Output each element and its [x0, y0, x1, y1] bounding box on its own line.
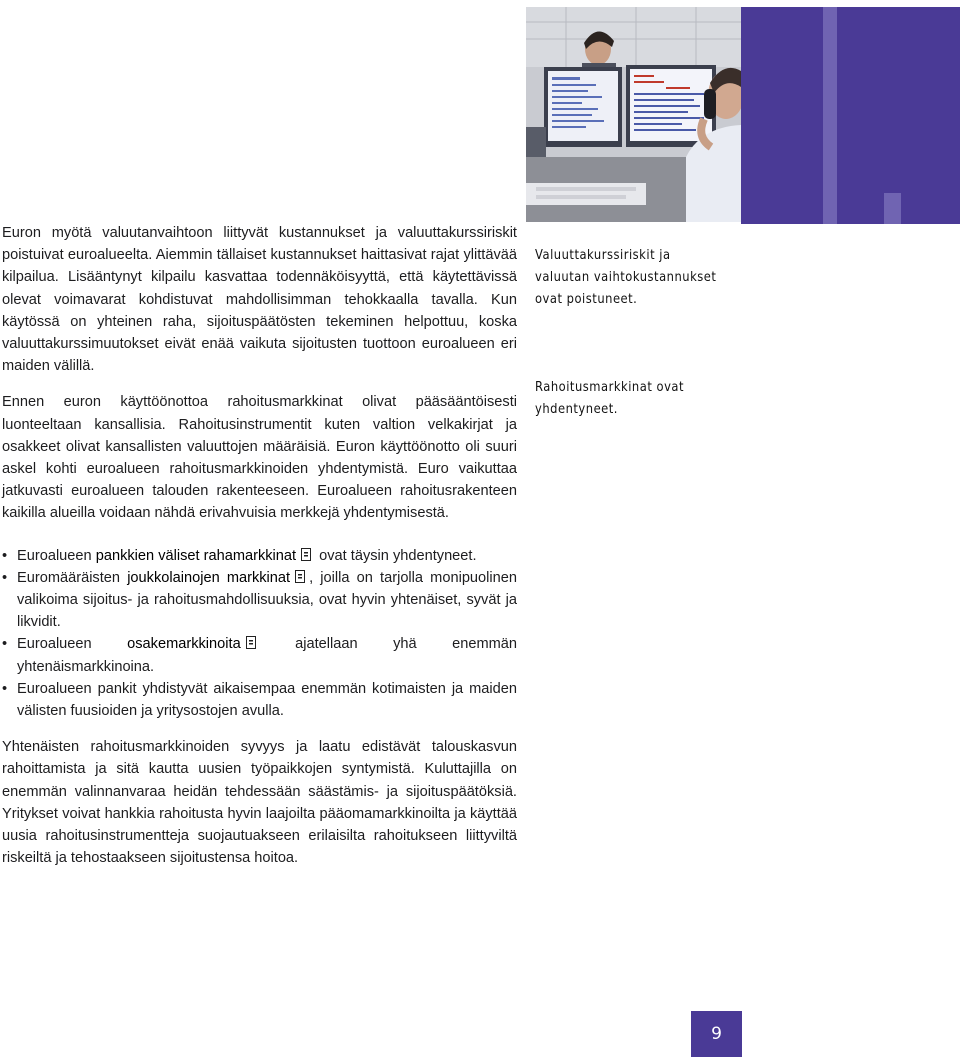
bullet-item [2, 633, 517, 677]
bullet-text: ovat täysin yhdentyneet. [315, 547, 477, 564]
document-icon[interactable] [301, 548, 311, 561]
glossary-link[interactable]: joukkolainojen markkinat [127, 569, 291, 586]
side-note-financial-markets: Rahoitusmarkkinat ovat yhdentyneet. [535, 380, 685, 417]
bullet-text: Euroalueen [17, 547, 96, 564]
bullet-text: ajatellaan yhä enemmän yhtenäismarkkinoina. [17, 636, 517, 675]
decorative-banner [741, 7, 960, 224]
intro-paragraph: Euron myötä valuutanvaihtoon liittyvät kustannukset ja valuuttakurssiriskit poistuivat euroalueelta. Aiemmin tällaiset kustannukset haittasivat rajat ylittävää kilpailua. Lisääntynyt kilpailu kasvattaa todennäköisyyttä, että käytettävissä olevat voimavarat kohdistuvat mahdollisimman tehokkaalla tavalla. Kun käytössä on yhteinen raha, sijoituspäätösten tekeminen helpottuu, koska valuuttakurssimuutokset eivät enää vaikuta sijoitusten tuottoon euroalueen eri maiden välillä. [2, 225, 517, 375]
bullet-marker: • [2, 547, 8, 564]
bullet-item [2, 567, 517, 634]
bullet-list [2, 545, 517, 723]
glossary-link[interactable]: pankkien väliset rahamarkkinat [95, 547, 297, 564]
bullet-text: Euroalueen [17, 636, 128, 653]
bullet-text: , joilla on tarjolla monipuolinen valikoima sijoitus- ja rahoitusmahdollisuuksia, ovat hyvin yhtenäiset, syvät ja likvidit. [17, 569, 518, 631]
banner-stripe [823, 7, 837, 224]
main-text-column [2, 222, 517, 869]
side-note-currency-risks: Valuuttakurssiriskit ja valuutan vaihtokustannukset ovat poistuneet. [535, 248, 717, 307]
bullet-text: Euroalueen pankit yhdistyvät aikaisempaa enemmän kotimaisten ja maiden välisten fuusioiden ja yritysostojen avulla. [17, 680, 517, 720]
intro-paragraph: Ennen euron käyttöönottoa rahoitusmarkkinat olivat pääsääntöisesti luonteeltaan kansallisia. Rahoitusinstrumentit kuten valtion velkakirjat ja osakkeet olivat kansallisten valuuttojen määräisiä. Euron käyttöönotto oli suuri askel kohti euroalueen rahoitusmarkkinoiden yhdentymistä. Euro vaikuttaa jatkuvasti euroalueen talouden rakenteeseen. Euroalueen rahoitusrakenteen kaikilla alueilla voidaan nähdä erivahvuisia merkkejä yhdentymisestä. [2, 394, 517, 522]
bullet-marker: • [2, 680, 8, 697]
glossary-link[interactable]: osakemarkkinoita [127, 636, 241, 653]
banner-block [884, 193, 901, 224]
bullet-marker: • [2, 569, 8, 586]
bullet-item [2, 545, 517, 567]
closing-paragraph: Yhtenäisten rahoitusmarkkinoiden syvyys ja laatu edistävät talouskasvun rahoittamista ja sitä kautta uusien työpaikkojen syntymistä. Kuluttajilla on enemmän valinnanvaraa heidän tehdessään säästämis- ja sijoituspäätöksiä. Yritykset voivat hankkia rahoitusta hyvin laajoilta pääomamarkkinoilta ja käyttää uusia rahoitusinstrumentteja suojautuakseen erilaisilta rahoitukseen liittyviltä riskeiltä ja tehostaakseen sijoitustensa hoitoa. [2, 739, 517, 867]
page-number: 9 [691, 1011, 742, 1057]
bullet-item [2, 678, 517, 722]
bullet-marker: • [2, 636, 8, 653]
document-icon[interactable] [295, 570, 305, 583]
document-icon[interactable] [246, 636, 256, 649]
trading-room-photo [526, 7, 741, 222]
bullet-text: Euromääräisten [17, 569, 128, 586]
